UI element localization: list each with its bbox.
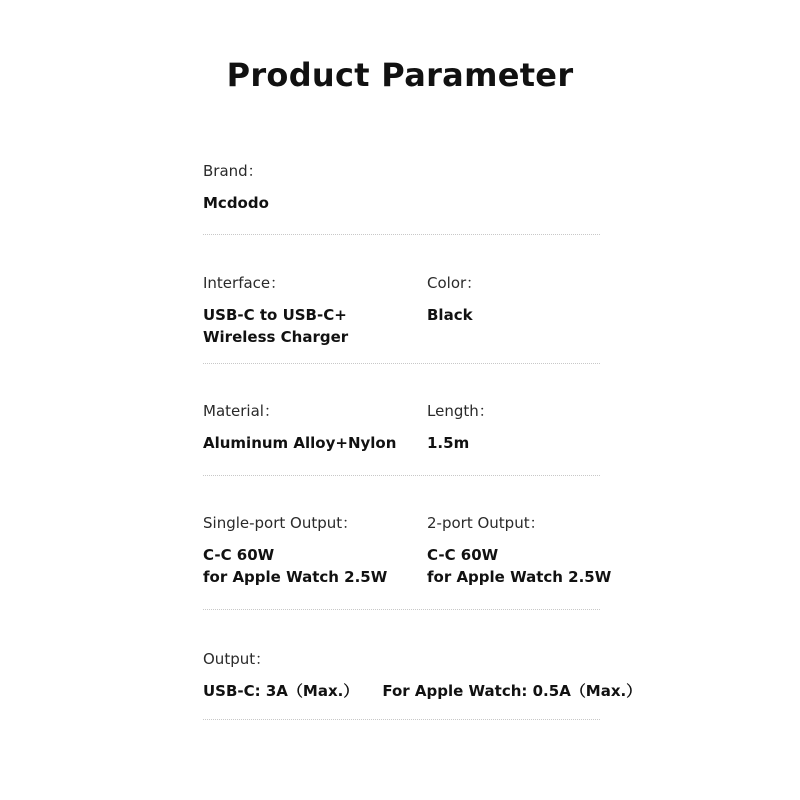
length-field xyxy=(427,400,494,454)
interface-value-line: USB-C to USB-C+ xyxy=(203,306,347,324)
divider xyxy=(203,234,600,235)
material-value: Aluminum Alloy+Nylon xyxy=(203,434,397,452)
page-title: Product Parameter xyxy=(226,56,574,94)
single-port-output-line: for Apple Watch 2.5W xyxy=(203,568,388,586)
single-port-output-line: C-C 60W xyxy=(203,546,275,564)
two-port-output-field xyxy=(427,512,611,588)
interface-value-line: Wireless Charger xyxy=(203,328,349,346)
interface-label: Interface： xyxy=(203,274,286,292)
brand-field xyxy=(203,160,269,214)
color-field xyxy=(427,272,481,326)
two-port-output-line: for Apple Watch 2.5W xyxy=(427,568,612,586)
color-value: Black xyxy=(427,306,473,324)
output-apple-watch: For Apple Watch: 0.5A（Max.） xyxy=(382,682,642,700)
divider xyxy=(203,719,600,720)
length-value: 1.5m xyxy=(427,434,470,452)
interface-field xyxy=(203,272,348,348)
single-port-output-label: Single-port Output： xyxy=(203,514,358,532)
divider xyxy=(203,475,600,476)
output-label: Output： xyxy=(203,650,271,668)
single-port-output-field xyxy=(203,512,387,588)
brand-label: Brand： xyxy=(203,162,263,180)
length-label: Length： xyxy=(427,402,494,420)
brand-value: Mcdodo xyxy=(203,194,269,212)
material-field xyxy=(203,400,396,454)
interface-value xyxy=(203,304,348,348)
two-port-output-value xyxy=(427,544,611,588)
two-port-output-label: 2-port Output： xyxy=(427,514,545,532)
two-port-output-line: C-C 60W xyxy=(427,546,499,564)
divider xyxy=(203,609,600,610)
output-value xyxy=(203,680,641,702)
color-label: Color： xyxy=(427,274,482,292)
material-label: Material： xyxy=(203,402,279,420)
single-port-output-value xyxy=(203,544,387,588)
output-field xyxy=(203,648,641,702)
divider xyxy=(203,363,600,364)
output-usb-c: USB-C: 3A（Max.） xyxy=(203,682,359,700)
